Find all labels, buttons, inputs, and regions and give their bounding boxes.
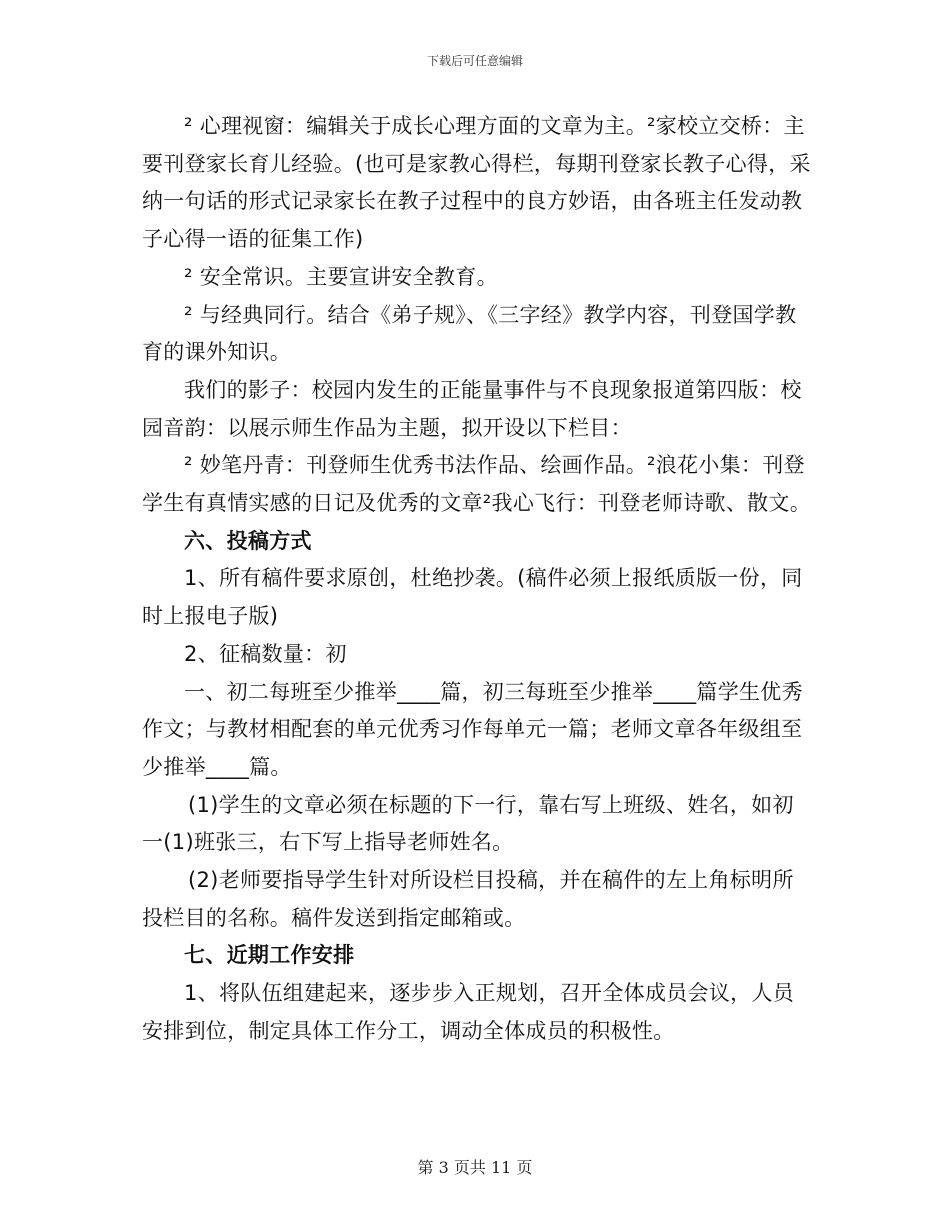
paragraph-teacher-guidance-rule: (2)老师要指导学生针对所设栏目投稿，并在稿件的左上角标明所投栏目的名称。稿件发送到指定邮箱或。	[142, 868, 794, 930]
paragraph-recommendation-quota: 一、初二每班至少推举____篇，初三每班至少推举____篇学生优秀作文；与教材相配套的单元优秀习作每单元一篇；老师文章各年级组至少推举____篇。	[142, 679, 803, 779]
paragraph-student-article-rule: (1)学生的文章必须在标题的下一行，靠右写上班级、姓名，如初一(1)班张三，右下写上指导老师姓名。	[142, 792, 794, 855]
paragraph-originality: 1、所有稿件要求原创，杜绝抄袭。(稿件必须上报纸质版一份，同时上报电子版)	[142, 566, 803, 629]
paragraph-psychology-window: ² 心理视窗：编辑关于成长心理方面的文章为主。²家校立交桥：主要刊登家长育儿经验。(也可是家教心得栏，每期刊登家长教子心得，采纳一句话的形式记录家长在教子过程中的良方妙语，由各班主任发动教子心得一语的征集工作)	[142, 114, 811, 252]
paragraph-brush-art: ² 妙笔丹青：刊登师生优秀书法作品、绘画作品。²浪花小集：刊登学生有真情实感的日记及优秀的文章²我心飞行：刊登老师诗歌、散文。	[142, 453, 812, 516]
paragraph-submission-count: 2、征稿数量：初	[184, 641, 347, 666]
document-body	[142, 108, 814, 1051]
paragraph-classics: ² 与经典同行。结合《弟子规》、《三字经》教学内容，刊登国学教育的课外知识。	[142, 302, 797, 365]
paragraph-team-setup: 1、将队伍组建起来，逐步步入正规划，召开全体成员会议，人员安排到位，制定具体工作分工，调动全体成员的积极性。	[142, 981, 795, 1043]
section-heading-submission: 六、投稿方式	[184, 528, 312, 553]
page-footer: 第 3 页共 11 页	[417, 1158, 533, 1177]
page-header: 下载后可任意编辑	[426, 54, 523, 68]
paragraph-our-shadow: 我们的影子：校园内发生的正能量事件与不良现象报道第四版：校园音韵：以展示师生作品为主题，拟开设以下栏目：	[142, 377, 802, 440]
section-heading-work-plan: 七、近期工作安排	[184, 943, 355, 968]
paragraph-safety-knowledge: ² 安全常识。主要宣讲安全教育。	[184, 264, 498, 289]
